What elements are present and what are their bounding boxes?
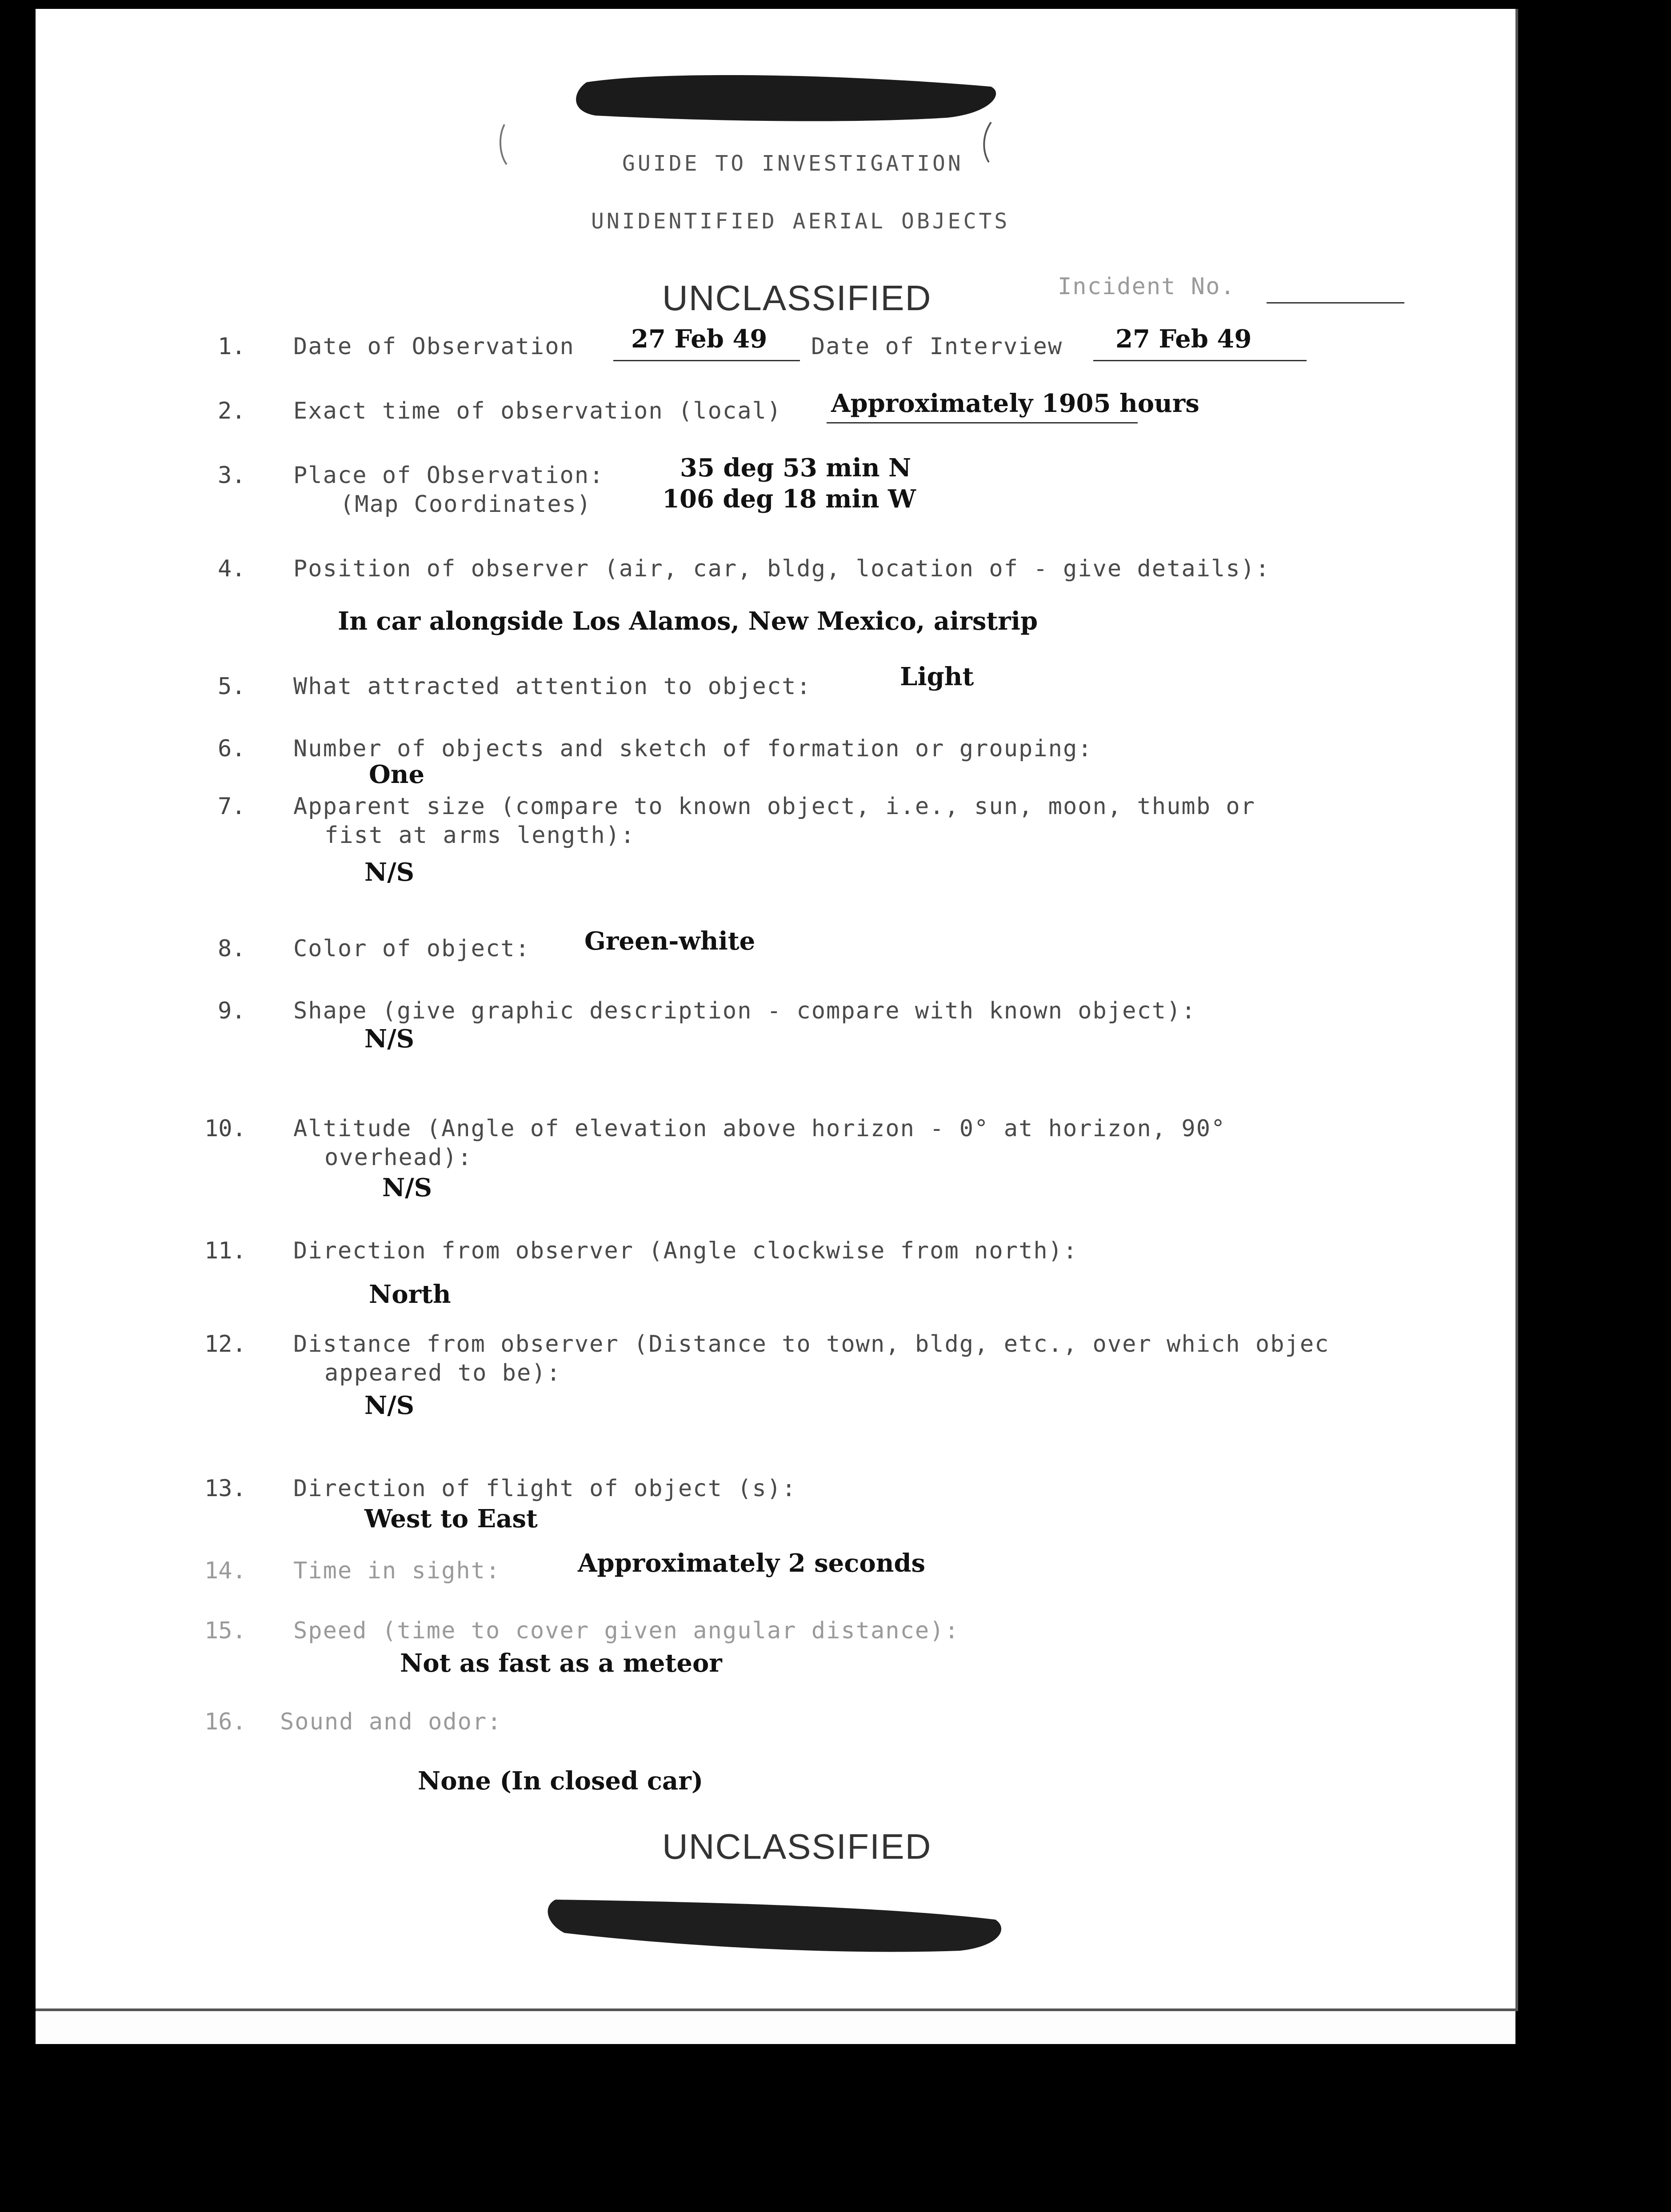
- answer-time-in-sight: Approximately 2 seconds: [578, 1549, 926, 1578]
- item-number: 12.: [204, 1331, 246, 1358]
- question-exact-time: Exact time of observation (local): [293, 398, 782, 424]
- document-subtitle: UNIDENTIFIED AERIAL OBJECTS: [591, 209, 1010, 234]
- answer-longitude: 106 deg 18 min W: [662, 484, 916, 514]
- document-title: GUIDE TO INVESTIGATION: [622, 151, 963, 176]
- answer-latitude: 35 deg 53 min N: [680, 453, 911, 483]
- answer-exact-time: Approximately 1905 hours: [831, 389, 1199, 418]
- question-apparent-size: Apparent size (compare to known object, i.e., sun, moon, thumb or: [293, 793, 1255, 820]
- redaction-bar-top: [576, 75, 996, 121]
- answer-altitude: N/S: [382, 1173, 432, 1202]
- incident-number-blank: [1267, 302, 1404, 303]
- item-number: 4.: [218, 555, 246, 582]
- classification-stamp-bottom: UNCLASSIFIED: [662, 1827, 932, 1866]
- item-number: 7.: [218, 793, 246, 820]
- question-attracted-attention: What attracted attention to object:: [293, 673, 812, 700]
- answer-direction-of-flight: West to East: [364, 1504, 538, 1533]
- paren-right-mark: [984, 122, 991, 162]
- item-number: 10.: [204, 1115, 246, 1142]
- question-position-of-observer: Position of observer (air, car, bldg, location of - give details):: [293, 555, 1271, 582]
- question-direction-from-observer: Direction from observer (Angle clockwise from north):: [293, 1238, 1078, 1264]
- item-number: 2.: [218, 398, 246, 424]
- answer-date-of-interview: 27 Feb 49: [1115, 324, 1252, 354]
- item-number: 1.: [218, 333, 246, 360]
- answer-apparent-size: N/S: [364, 858, 415, 887]
- item-number: 14.: [204, 1557, 246, 1584]
- item-number: 6.: [218, 735, 246, 762]
- question-date-of-observation: Date of Observation: [293, 333, 575, 360]
- question-sound-and-odor: Sound and odor:: [280, 1709, 502, 1735]
- question-color: Color of object:: [293, 935, 530, 962]
- classification-stamp-top: UNCLASSIFIED: [662, 278, 932, 318]
- question-place-of-observation: Place of Observation:: [293, 462, 604, 489]
- item-number: 11.: [204, 1238, 246, 1264]
- answer-direction-from-observer: North: [369, 1280, 451, 1309]
- question-date-of-interview: Date of Interview: [811, 333, 1063, 360]
- question-altitude: Altitude (Angle of elevation above horizon - 0° at horizon, 90°: [293, 1115, 1226, 1142]
- question-altitude-cont: overhead):: [324, 1144, 473, 1171]
- question-map-coordinates: (Map Coordinates): [340, 491, 592, 518]
- answer-date-of-observation: 27 Feb 49: [631, 324, 768, 354]
- answer-color: Green-white: [584, 926, 756, 956]
- question-speed: Speed (time to cover given angular distance):: [293, 1617, 959, 1644]
- answer-speed: Not as fast as a meteor: [400, 1649, 722, 1678]
- question-distance-from-observer: Distance from observer (Distance to town, bldg, etc., over which objec: [293, 1331, 1330, 1358]
- item-number: 5.: [218, 673, 246, 700]
- answer-number-of-objects: One: [369, 760, 425, 789]
- question-shape: Shape (give graphic description - compare with known object):: [293, 998, 1196, 1024]
- answer-underline: [1093, 360, 1307, 361]
- answer-position-of-observer: In car alongside Los Alamos, New Mexico, airstrip: [338, 607, 1038, 636]
- item-number: 15.: [204, 1617, 246, 1644]
- question-apparent-size-cont: fist at arms length):: [324, 822, 636, 849]
- document-sheet: [36, 9, 1518, 2011]
- question-number-of-objects: Number of objects and sketch of formation or grouping:: [293, 735, 1093, 762]
- question-direction-of-flight: Direction of flight of object (s):: [293, 1475, 797, 1502]
- answer-attracted-attention: Light: [900, 662, 974, 691]
- question-time-in-sight: Time in sight:: [293, 1557, 501, 1584]
- item-number: 8.: [218, 935, 246, 962]
- answer-underline: [827, 422, 1138, 423]
- answer-shape: N/S: [364, 1024, 415, 1054]
- incident-number-label: Incident No.: [1058, 273, 1235, 300]
- answer-sound-and-odor: None (In closed car): [418, 1766, 704, 1796]
- paren-left-mark: [500, 124, 507, 164]
- answer-distance-from-observer: N/S: [364, 1391, 415, 1420]
- item-number: 9.: [218, 998, 246, 1024]
- item-number: 13.: [204, 1475, 246, 1502]
- item-number: 3.: [218, 462, 246, 489]
- redaction-bar-bottom: [548, 1900, 1001, 1952]
- item-number: 16.: [204, 1709, 246, 1735]
- question-distance-from-observer-cont: appeared to be):: [324, 1360, 561, 1386]
- document-page: [36, 9, 1515, 2044]
- answer-underline: [613, 360, 800, 361]
